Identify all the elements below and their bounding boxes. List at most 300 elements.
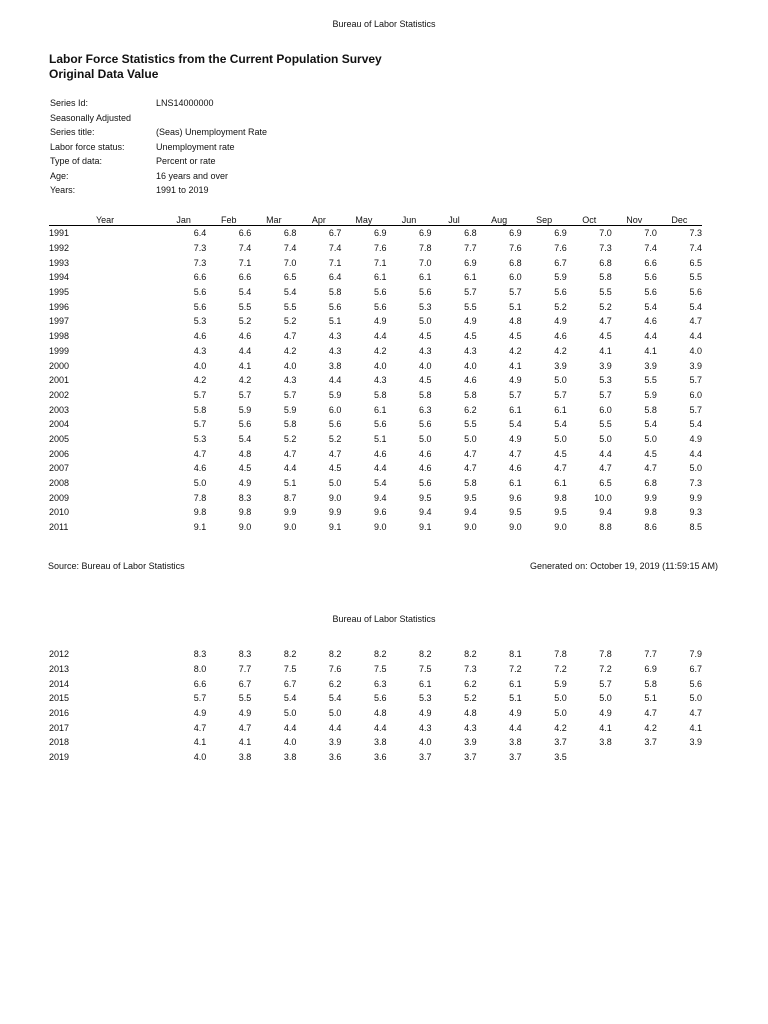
rate-cell: 5.6 [689,678,702,689]
meta-value: Unemployment rate [156,141,235,152]
rate-cell: 7.1 [238,257,252,268]
table-row [49,735,702,750]
rate-cell: 5.2 [554,301,567,312]
rate-cell: 9.0 [554,522,567,533]
rate-cell: 4.7 [689,708,702,719]
rate-cell: 9.0 [238,522,252,533]
rate-cell: 5.8 [373,389,387,400]
column-header-year: Year [49,214,161,226]
rate-cell: 4.6 [419,448,432,459]
table-row [49,255,702,270]
rate-cell: 6.8 [644,478,657,489]
rate-cell: 9.8 [238,507,252,518]
meta-value: 1991 to 2019 [156,185,209,196]
rate-cell: 4.2 [554,345,567,356]
rate-cell: 9.9 [283,507,297,518]
rate-cell: 4.4 [238,345,252,356]
rate-cell: 4.1 [644,345,657,356]
year-cell: 2001 [49,375,70,386]
rate-cell: 6.0 [328,404,342,415]
rate-cell: 7.3 [689,478,702,489]
rate-cell [612,750,657,765]
rate-cell: 4.1 [193,737,207,748]
rate-cell: 5.7 [509,287,522,298]
year-cell: 2012 [49,649,70,660]
rate-cell: 3.8 [328,360,342,371]
rate-cell: 7.3 [193,243,207,254]
rate-cell: 4.1 [599,722,612,733]
rate-cell: 4.1 [689,722,702,733]
rate-cell: 5.8 [419,389,432,400]
rate-cell: 8.2 [373,649,387,660]
rate-cell: 4.3 [419,345,432,356]
meta-value: Percent or rate [156,156,216,167]
rate-cell: 4.4 [509,722,522,733]
rate-cell: 3.7 [419,752,432,763]
rate-cell: 7.7 [644,649,657,660]
rate-cell: 5.4 [689,301,702,312]
rate-cell: 6.5 [689,257,702,268]
rate-cell: 4.9 [419,708,432,719]
rate-cell: 5.7 [599,389,612,400]
rate-cell: 4.8 [373,708,387,719]
rate-cell: 5.7 [193,389,207,400]
year-cell: 2014 [49,678,70,689]
table-row [49,299,702,314]
rate-cell: 6.6 [193,272,207,283]
rate-cell: 4.3 [464,722,477,733]
rate-cell: 6.7 [689,664,702,675]
rate-cell: 5.6 [373,419,387,430]
column-header-month: Apr [296,214,341,226]
year-cell: 2005 [49,433,70,444]
rate-cell: 6.1 [464,272,477,283]
rate-cell: 3.8 [373,737,387,748]
rate-cell: 5.5 [599,287,612,298]
rate-cell: 5.6 [328,301,342,312]
rate-cell: 5.1 [373,433,387,444]
meta-label: Age: [50,170,69,181]
rate-cell: 4.0 [419,360,432,371]
rate-cell: 7.8 [193,492,207,503]
rate-cell: 5.6 [238,419,252,430]
rate-cell: 7.3 [599,243,612,254]
year-cell: 2006 [49,448,70,459]
rate-cell: 6.6 [238,272,252,283]
rate-cell: 5.7 [283,389,297,400]
table-row [49,285,702,300]
rate-cell: 6.1 [554,404,567,415]
rate-cell: 9.1 [328,522,342,533]
rate-cell: 5.1 [509,693,522,704]
rate-cell: 7.4 [283,243,297,254]
rate-cell: 5.6 [644,287,657,298]
rate-cell: 9.0 [328,492,342,503]
rate-cell: 5.0 [554,708,567,719]
rate-cell: 5.0 [283,708,297,719]
rate-cell: 4.3 [193,345,207,356]
rate-cell: 4.5 [599,331,612,342]
rate-cell: 3.9 [328,737,342,748]
year-cell: 2015 [49,693,70,704]
title-line-2: Original Data Value [49,67,159,81]
rate-cell: 3.9 [554,360,567,371]
rate-cell: 4.6 [193,331,207,342]
rate-cell: 4.7 [599,316,612,327]
page-header-2: Bureau of Labor Statistics [332,614,436,624]
rate-cell: 4.3 [419,722,432,733]
rate-cell: 4.7 [554,463,567,474]
rate-cell [657,750,702,765]
rate-cell: 4.1 [599,345,612,356]
rate-cell: 5.5 [238,693,252,704]
rate-cell: 7.6 [328,664,342,675]
rate-cell: 7.3 [193,257,207,268]
rate-cell: 4.0 [464,360,477,371]
rate-cell: 4.7 [464,448,477,459]
rate-cell: 6.7 [554,257,567,268]
year-cell: 2013 [49,664,70,675]
rate-cell: 6.7 [283,678,297,689]
rate-cell: 4.7 [283,331,297,342]
rate-cell: 7.6 [509,243,522,254]
rate-cell: 4.2 [554,722,567,733]
rate-cell: 6.2 [464,678,477,689]
rate-cell: 6.9 [554,228,567,239]
rate-cell: 5.8 [283,419,297,430]
year-cell: 1993 [49,257,70,268]
column-header-month: Dec [657,214,702,226]
rate-cell: 7.2 [509,664,522,675]
rate-cell: 6.6 [644,257,657,268]
table-row [49,314,702,329]
rate-cell: 5.5 [644,375,657,386]
rate-cell: 5.6 [193,287,207,298]
year-cell: 2018 [49,737,70,748]
rate-cell: 7.6 [373,243,387,254]
rate-cell: 4.6 [193,463,207,474]
rate-cell: 9.5 [464,492,477,503]
rate-cell: 9.3 [689,507,702,518]
rate-cell: 4.7 [193,722,207,733]
rate-cell: 8.1 [509,649,522,660]
rate-cell: 3.7 [554,737,567,748]
table-row [49,476,702,491]
meta-label: Labor force status: [50,141,125,152]
table-row [49,344,702,359]
year-cell: 2016 [49,708,70,719]
table-row [49,358,702,373]
table-row [49,241,702,256]
rate-cell: 4.2 [283,345,297,356]
meta-value: 16 years and over [156,170,229,181]
rate-cell: 4.7 [328,448,342,459]
rate-cell: 5.7 [464,287,477,298]
rate-cell: 6.7 [238,678,252,689]
meta-row [50,183,267,198]
rate-cell: 5.7 [689,404,702,415]
rate-cell: 6.1 [419,678,432,689]
rate-cell: 5.0 [419,316,432,327]
rate-cell: 4.2 [509,345,522,356]
rate-cell: 6.1 [554,478,567,489]
year-cell: 1998 [49,331,70,342]
rate-cell: 10.0 [594,492,612,503]
rate-cell: 9.5 [554,507,567,518]
meta-row [50,140,267,155]
rate-cell: 4.6 [419,463,432,474]
rate-cell: 6.3 [419,404,432,415]
rate-cell: 5.3 [419,693,432,704]
rate-cell: 4.4 [373,331,387,342]
year-cell: 2002 [49,389,70,400]
rate-cell: 8.8 [599,522,612,533]
rate-cell: 5.0 [554,375,567,386]
rate-cell: 4.7 [238,722,252,733]
rate-cell: 4.0 [283,737,297,748]
rate-cell: 5.0 [419,433,432,444]
rate-cell: 4.6 [644,316,657,327]
year-cell: 1999 [49,345,70,356]
table-row [49,691,702,706]
rate-cell: 3.8 [238,752,252,763]
rate-cell: 6.1 [509,478,522,489]
rate-cell: 4.6 [373,448,387,459]
rate-cell: 9.4 [599,507,612,518]
rate-cell: 6.8 [464,228,477,239]
rate-cell: 7.8 [419,243,432,254]
rate-cell: 9.9 [328,507,342,518]
rate-cell: 3.7 [644,737,657,748]
rate-cell: 5.4 [509,419,522,430]
rate-cell: 4.0 [193,752,207,763]
rate-cell: 4.4 [689,331,702,342]
rate-cell: 8.0 [193,664,207,675]
table-row [49,446,702,461]
year-cell: 2007 [49,463,70,474]
rate-cell: 6.5 [283,272,297,283]
rate-cell: 7.4 [238,243,252,254]
rate-cell: 8.3 [193,649,207,660]
rate-cell: 5.1 [283,478,297,489]
rate-cell: 5.4 [644,419,657,430]
rate-cell: 7.7 [464,243,477,254]
meta-label: Seasonally Adjusted [50,112,132,123]
meta-row [50,125,267,140]
rate-cell: 5.9 [554,678,567,689]
rate-cell: 7.3 [464,664,477,675]
rate-cell: 6.1 [373,404,387,415]
meta-row [50,96,267,111]
rate-cell: 4.3 [373,375,387,386]
rate-cell: 5.4 [554,419,567,430]
column-header-month: Oct [567,214,612,226]
rate-cell: 4.0 [373,360,387,371]
table-row [49,490,702,505]
rate-cell: 5.7 [554,389,567,400]
rate-cell: 5.5 [689,272,702,283]
rate-cell: 5.4 [283,693,297,704]
rate-cell: 8.3 [238,492,252,503]
rate-cell: 6.5 [599,478,612,489]
rate-cell: 5.2 [238,316,252,327]
rate-cell: 8.7 [283,492,297,503]
rate-cell: 9.8 [193,507,207,518]
rate-cell: 6.9 [419,228,432,239]
rate-cell: 4.2 [238,375,252,386]
rate-cell: 7.6 [554,243,567,254]
rate-cell: 5.9 [644,389,657,400]
rate-cell: 5.4 [238,433,252,444]
column-header-month: Jan [161,214,206,226]
table-row [49,432,702,447]
rate-cell: 5.8 [644,404,657,415]
column-header-month: Aug [477,214,522,226]
rate-cell: 5.8 [644,678,657,689]
rate-cell: 5.7 [689,375,702,386]
rate-cell: 4.3 [283,375,297,386]
rate-cell: 5.8 [328,287,342,298]
rate-cell: 5.5 [599,419,612,430]
rate-cell: 4.9 [464,316,477,327]
column-header-month: Jul [432,214,477,226]
rate-cell: 6.4 [193,228,207,239]
meta-label: Years: [50,185,76,196]
year-cell: 2003 [49,404,70,415]
rate-cell: 5.1 [644,693,657,704]
rate-cell: 5.0 [599,433,612,444]
rate-cell: 5.0 [599,693,612,704]
rate-cell: 5.2 [283,433,297,444]
rate-cell: 4.2 [373,345,387,356]
meta-row [50,169,267,184]
rate-cell: 3.9 [689,737,702,748]
document-title [49,52,382,82]
year-cell: 2004 [49,419,70,430]
rate-cell: 8.3 [238,649,252,660]
column-header-month: Feb [206,214,251,226]
rate-cell: 9.9 [689,492,702,503]
rate-cell: 5.8 [464,389,477,400]
rate-cell: 5.4 [689,419,702,430]
rate-cell: 7.1 [373,257,387,268]
rate-cell: 7.9 [689,649,702,660]
rate-cell: 3.7 [509,752,522,763]
rate-cell: 6.2 [328,678,342,689]
rate-cell: 7.2 [554,664,567,675]
rate-cell: 4.7 [283,448,297,459]
column-header-month: May [341,214,386,226]
rate-cell: 7.4 [689,243,702,254]
rate-cell: 4.7 [599,463,612,474]
rate-cell: 6.9 [644,664,657,675]
rate-cell: 8.5 [689,522,702,533]
rate-cell: 4.3 [328,331,342,342]
rate-cell: 6.4 [328,272,342,283]
rate-cell: 5.8 [193,404,207,415]
rate-cell: 4.7 [464,463,477,474]
rate-cell: 9.0 [283,522,297,533]
series-metadata [50,96,267,198]
rate-cell: 5.6 [193,301,207,312]
rate-cell: 9.9 [644,492,657,503]
rate-cell: 9.4 [373,492,387,503]
rate-cell: 9.5 [419,492,432,503]
rate-cell: 9.0 [509,522,522,533]
rate-cell: 7.2 [599,664,612,675]
table-row [49,329,702,344]
rate-cell: 4.3 [464,345,477,356]
rate-cell: 6.1 [509,404,522,415]
rate-cell: 5.2 [599,301,612,312]
rate-cell: 5.5 [238,301,252,312]
rate-cell: 9.6 [373,507,387,518]
rate-cell: 3.6 [373,752,387,763]
rate-cell: 8.2 [328,649,342,660]
rate-cell: 4.5 [509,331,522,342]
rate-cell: 5.4 [328,693,342,704]
rate-cell: 3.7 [464,752,477,763]
rate-cell: 5.7 [238,389,252,400]
rate-cell: 4.4 [373,722,387,733]
table-row [49,505,702,520]
rate-cell: 9.1 [193,522,207,533]
rate-cell: 4.5 [328,463,342,474]
year-cell: 1992 [49,243,70,254]
rate-cell: 7.0 [283,257,297,268]
rate-cell: 9.5 [509,507,522,518]
meta-label: Type of data: [50,156,103,167]
rate-cell: 3.9 [689,360,702,371]
rate-cell: 3.5 [554,752,567,763]
rate-cell: 4.9 [509,708,522,719]
source-note: Source: Bureau of Labor Statistics [48,561,185,571]
table-row [49,417,702,432]
rate-cell: 9.8 [554,492,567,503]
rate-cell: 4.4 [689,448,702,459]
rate-cell: 4.6 [509,463,522,474]
rate-cell: 4.2 [193,375,207,386]
rate-cell: 9.4 [419,507,432,518]
rate-cell: 4.7 [689,316,702,327]
rate-cell: 6.1 [509,678,522,689]
rate-cell: 5.8 [599,272,612,283]
meta-row [50,154,267,169]
table-row [49,750,702,765]
rate-cell: 5.6 [373,287,387,298]
rate-cell: 4.8 [509,316,522,327]
rate-cell: 7.8 [599,649,612,660]
rate-cell: 5.6 [689,287,702,298]
title-line-1: Labor Force Statistics from the Current Population Survey [49,52,382,66]
rate-cell: 5.7 [193,693,207,704]
rate-cell: 5.0 [464,433,477,444]
year-cell: 2010 [49,507,70,518]
rate-cell: 5.3 [599,375,612,386]
rate-cell: 4.9 [238,478,252,489]
rate-cell: 7.4 [328,243,342,254]
year-cell: 1991 [49,228,70,239]
year-cell: 2008 [49,478,70,489]
rate-cell: 5.2 [283,316,297,327]
table-row [49,706,702,721]
table-row [49,388,702,403]
rate-cell: 6.8 [509,257,522,268]
rate-cell: 4.7 [644,463,657,474]
rate-cell: 4.9 [509,433,522,444]
meta-value: (Seas) Unemployment Rate [156,127,268,138]
rate-cell: 4.7 [644,708,657,719]
